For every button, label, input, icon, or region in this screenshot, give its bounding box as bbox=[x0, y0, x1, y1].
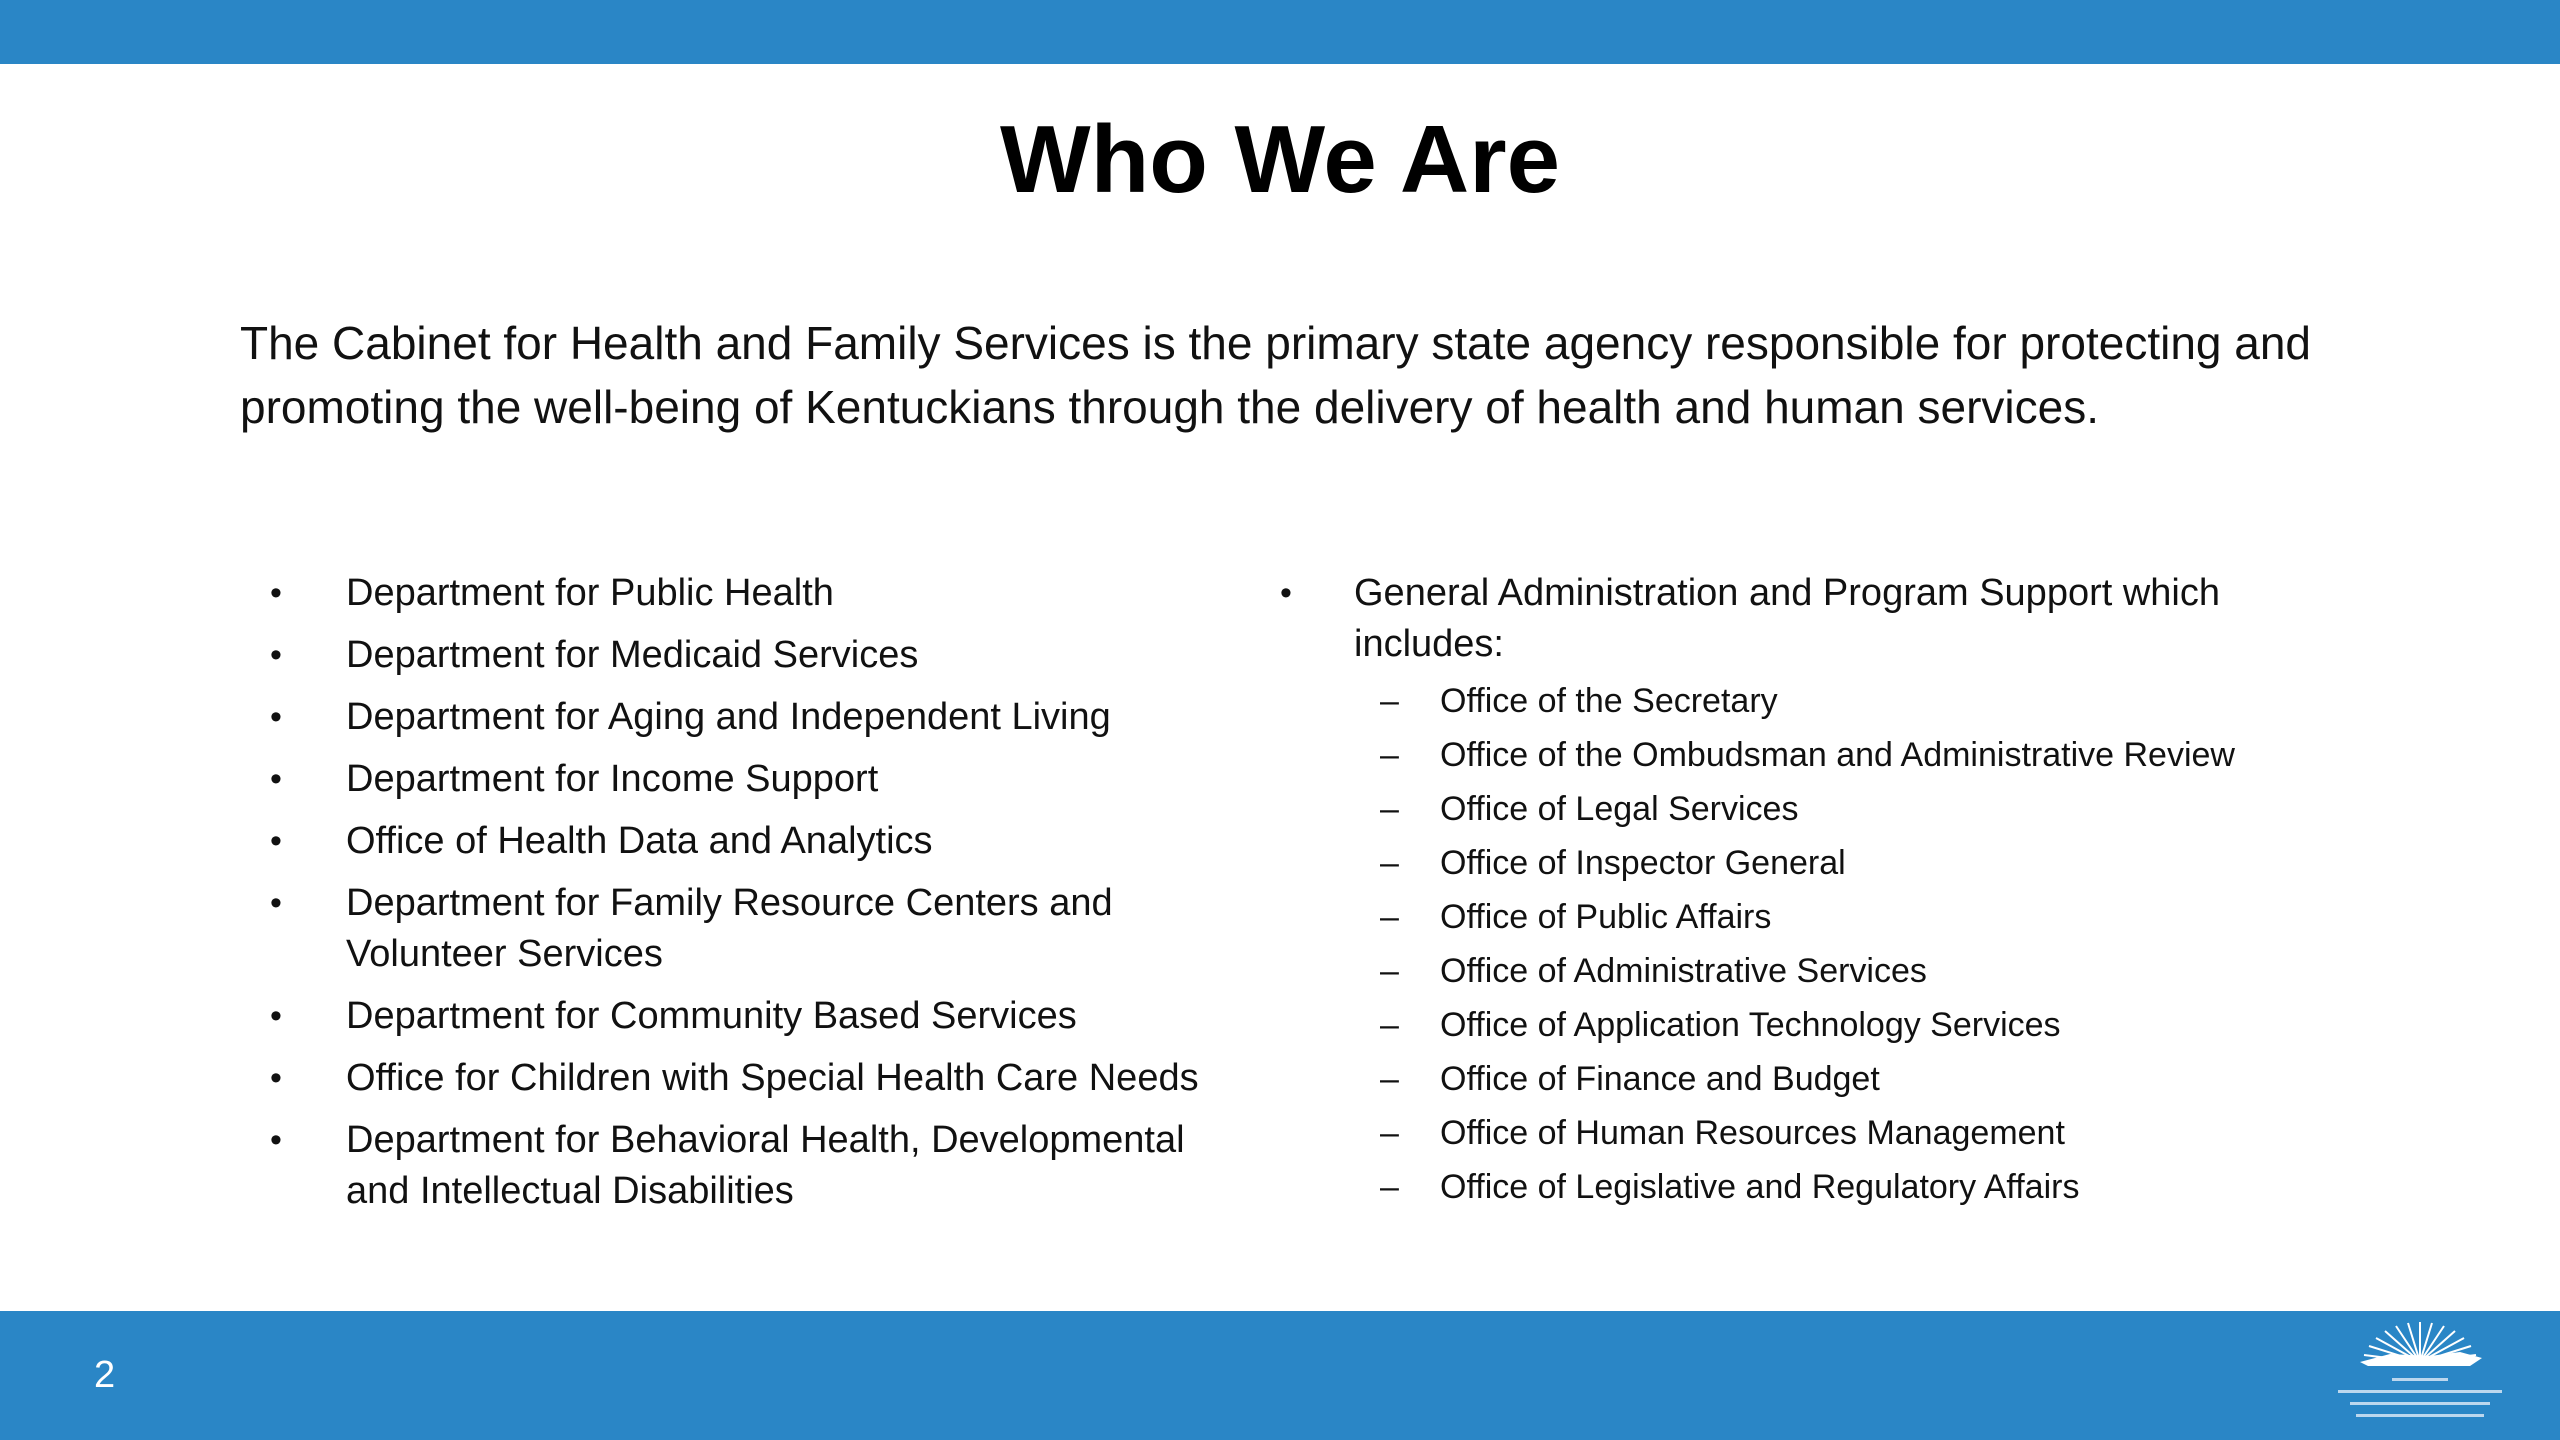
list-item bbox=[270, 754, 1250, 805]
list-item-text: Department for Family Resource Centers and Volunteer Services bbox=[346, 882, 1113, 975]
sublist-item bbox=[1380, 674, 2340, 728]
sublist-item bbox=[1380, 1052, 2340, 1106]
list-item bbox=[1280, 568, 2340, 670]
list-item bbox=[270, 1053, 1250, 1104]
sublist-item-text: Office of Human Resources Management bbox=[1440, 1114, 2065, 1152]
bullet-icon: • bbox=[270, 1059, 282, 1097]
dash-icon: – bbox=[1380, 1168, 1399, 1206]
list-item-text: Department for Public Health bbox=[346, 572, 834, 614]
slide-title: Who We Are bbox=[999, 106, 1560, 213]
dash-icon: – bbox=[1380, 1060, 1399, 1098]
bullet-icon: • bbox=[270, 636, 282, 674]
sublist-item bbox=[1380, 836, 2340, 890]
sublist-item-text: Office of Legal Services bbox=[1440, 790, 1799, 828]
sublist-item bbox=[1380, 782, 2340, 836]
admin-support-column bbox=[1280, 568, 2340, 1214]
list-item bbox=[270, 692, 1250, 743]
bullet-icon: • bbox=[1280, 574, 1292, 612]
list-item-text: Department for Aging and Independent Living bbox=[346, 696, 1111, 738]
list-item-text: Department for Medicaid Services bbox=[346, 634, 919, 676]
list-item bbox=[270, 816, 1250, 867]
top-accent-bar bbox=[0, 0, 2560, 64]
list-item-text: Department for Behavioral Health, Developmental and Intellectual Disabilities bbox=[346, 1119, 1185, 1212]
sublist-item-text: Office of Public Affairs bbox=[1440, 898, 1772, 936]
sublist-item-text: Office of Inspector General bbox=[1440, 844, 1846, 882]
list-item-text: General Administration and Program Support which includes: bbox=[1354, 572, 2221, 665]
sublist-item-text: Office of Finance and Budget bbox=[1440, 1060, 1880, 1098]
sublist-item bbox=[1380, 1160, 2340, 1214]
bullet-icon: • bbox=[270, 884, 282, 922]
sublist-item-text: Office of the Secretary bbox=[1440, 682, 1778, 720]
departments-list bbox=[270, 568, 1250, 1228]
sublist-item bbox=[1380, 890, 2340, 944]
dash-icon: – bbox=[1380, 1114, 1399, 1152]
kentucky-chfs-logo-icon bbox=[2320, 1318, 2520, 1428]
dash-icon: – bbox=[1380, 844, 1399, 882]
bullet-icon: • bbox=[270, 698, 282, 736]
list-item bbox=[270, 630, 1250, 681]
bullet-icon: • bbox=[270, 760, 282, 798]
list-item-text: Office of Health Data and Analytics bbox=[346, 820, 933, 862]
bullet-icon: • bbox=[270, 822, 282, 860]
list-item-text: Department for Community Based Services bbox=[346, 995, 1077, 1037]
dash-icon: – bbox=[1380, 736, 1399, 774]
list-item-text: Office for Children with Special Health Care Needs bbox=[346, 1057, 1199, 1099]
sublist-item bbox=[1380, 998, 2340, 1052]
intro-paragraph: The Cabinet for Health and Family Services is the primary state agency responsible for protecting and promoting the well-being of Kentuckians through the delivery of health and human services. bbox=[240, 317, 2312, 433]
bullet-icon: • bbox=[270, 574, 282, 612]
list-item bbox=[270, 1115, 1250, 1217]
list-item bbox=[270, 878, 1250, 980]
sublist-item bbox=[1380, 728, 2340, 782]
bullet-icon: • bbox=[270, 1121, 282, 1159]
sublist-item-text: Office of Application Technology Services bbox=[1440, 1006, 2061, 1044]
sublist-item bbox=[1380, 1106, 2340, 1160]
bottom-accent-bar bbox=[0, 1311, 2560, 1440]
sublist-item bbox=[1380, 944, 2340, 998]
dash-icon: – bbox=[1380, 790, 1399, 828]
sublist-item-text: Office of Administrative Services bbox=[1440, 952, 1927, 990]
page-number: 2 bbox=[94, 1354, 116, 1396]
list-item bbox=[270, 568, 1250, 619]
bullet-icon: • bbox=[270, 997, 282, 1035]
offices-sublist bbox=[1280, 674, 2340, 1214]
list-item bbox=[270, 991, 1250, 1042]
list-item-text: Department for Income Support bbox=[346, 758, 879, 800]
dash-icon: – bbox=[1380, 682, 1399, 720]
sublist-item-text: Office of Legislative and Regulatory Affairs bbox=[1440, 1168, 2080, 1206]
dash-icon: – bbox=[1380, 898, 1399, 936]
dash-icon: – bbox=[1380, 952, 1399, 990]
sublist-item-text: Office of the Ombudsman and Administrative Review bbox=[1440, 736, 2235, 774]
dash-icon: – bbox=[1380, 1006, 1399, 1044]
